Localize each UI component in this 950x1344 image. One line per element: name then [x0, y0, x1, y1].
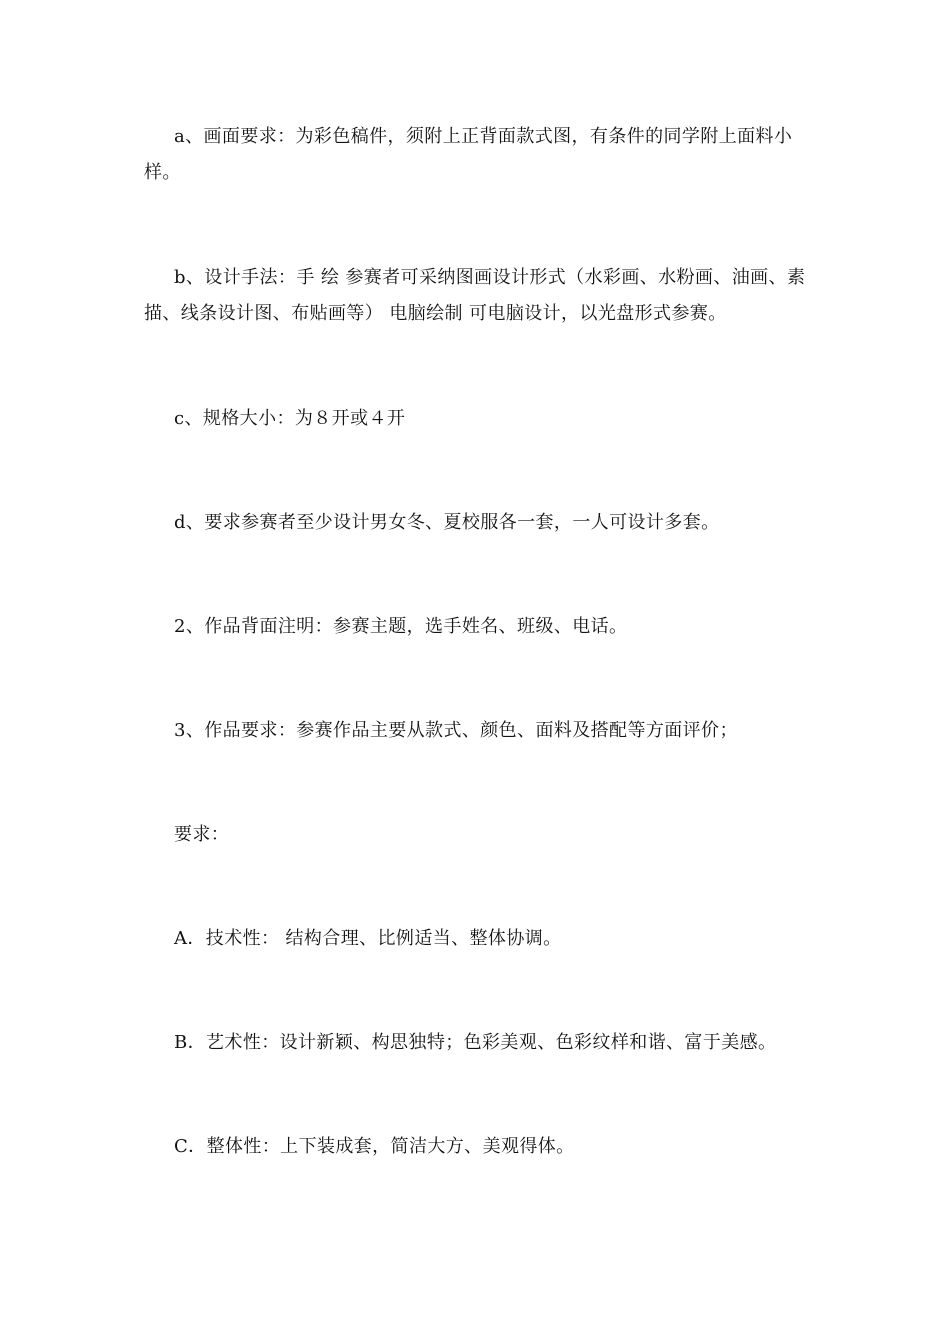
paragraph-b-design-methods: b、设计手法：手 绘 参赛者可采纳图画设计形式（水彩画、水粉画、油画、素描、线条设计图、布贴画等） 电脑绘制 可电脑设计，以光盘形式参赛。 — [144, 267, 806, 324]
paragraph-2-back-annotation: 2、作品背面注明：参赛主题，选手姓名、班级、电话。 — [174, 616, 628, 637]
paragraph-3-work-requirements: 3、作品要求：参赛作品主要从款式、颜色、面料及搭配等方面评价； — [174, 720, 738, 741]
criterion-c-overall: C．整体性：上下装成套，简洁大方、美观得体。 — [174, 1136, 575, 1157]
criterion-b-artistic: B．艺术性：设计新颖、构思独特；色彩美观、色彩纹样和谐、富于美感。 — [174, 1032, 777, 1053]
paragraph-c-size-spec: c、规格大小：为８开或４开 — [174, 408, 406, 429]
criterion-a-technical: A．技术性： 结构合理、比例适当、整体协调。 — [174, 928, 562, 949]
paragraph-a-canvas-requirements: a、画面要求：为彩色稿件，须附上正背面款式图，有条件的同学附上面料小样。 — [144, 126, 793, 183]
paragraph-d-uniform-requirement: d、要求参赛者至少设计男女冬、夏校服各一套，一人可设计多套。 — [174, 512, 720, 533]
requirements-heading: 要求： — [174, 824, 230, 845]
